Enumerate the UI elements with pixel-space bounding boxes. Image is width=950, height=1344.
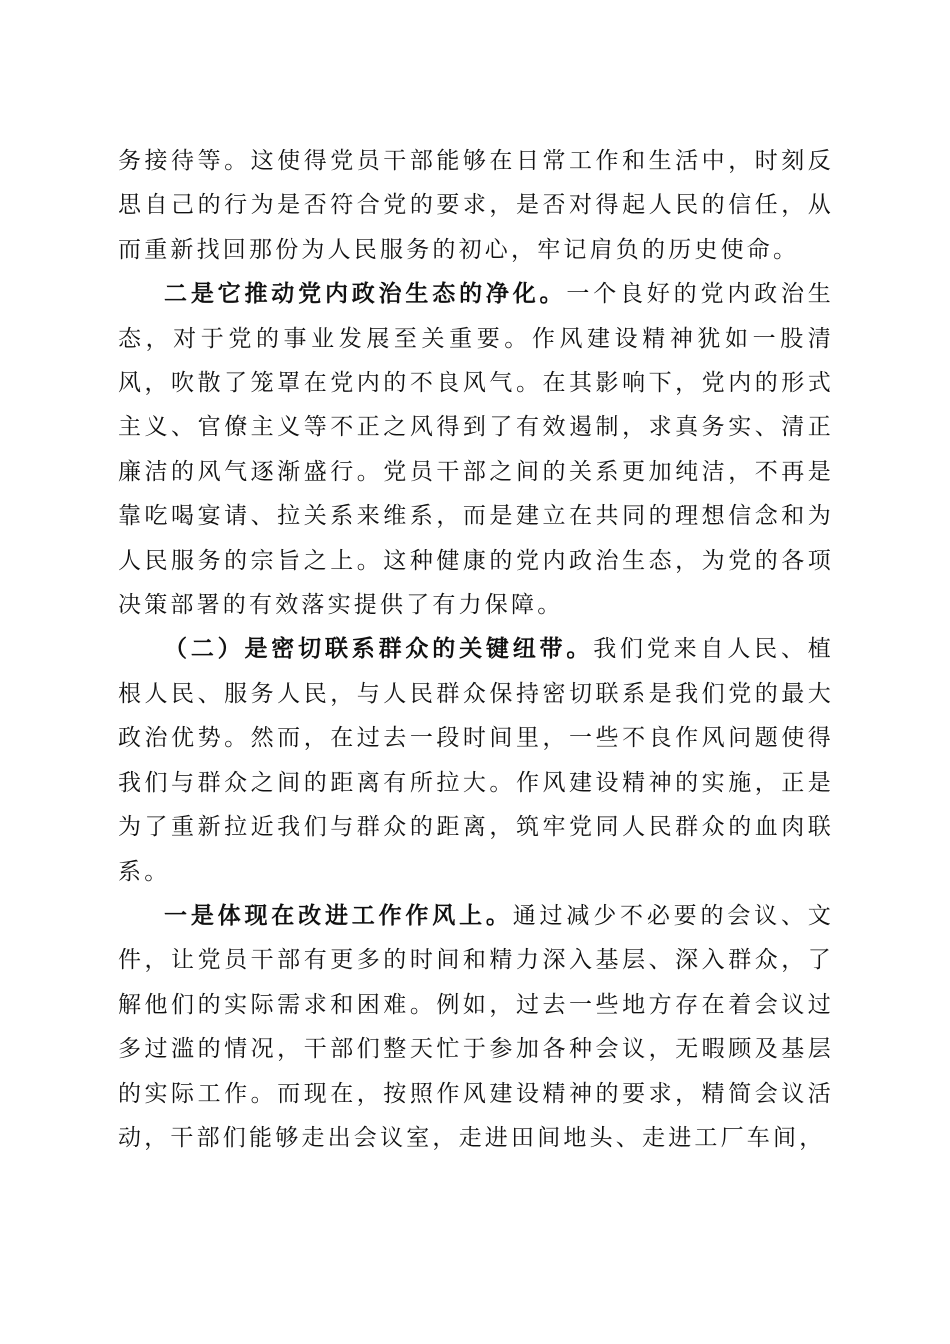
paragraph-lead-heading: 二是它推动党内政治生态的净化。 [164, 281, 567, 308]
paragraph-continuation [118, 139, 834, 272]
paragraph-text: 我们党来自人民、植根人民、服务人民，与人民群众保持密切联系是我们党的最大政治优势。然而，在过去一段时间里，一些不良作风问题使得我们与群众之间的距离有所拉大。作风建设精神的实施，正是为了重新拉近我们与群众的距离，筑牢党同人民群众的血肉联系。 [118, 636, 834, 885]
paragraph-text: 一个良好的党内政治生态，对于党的事业发展至关重要。作风建设精神犹如一股清风，吹散了笼罩在党内的不良风气。在其影响下，党内的形式主义、官僚主义等不正之风得到了有效遏制，求真务实、清正廉洁的风气逐渐盛行。党员干部之间的关系更加纯洁，不再是靠吃喝宴请、拉关系来维系，而是建立在共同的理想信念和为人民服务的宗旨之上。这种健康的党内政治生态，为党的各项决策部署的有效落实提供了有力保障。 [118, 281, 834, 619]
paragraph-lead-heading: 一是体现在改进工作作风上。 [164, 902, 513, 929]
paragraph-text: 通过减少不必要的会议、文件，让党员干部有更多的时间和精力深入基层、深入群众，了解他们的实际需求和困难。例如，过去一些地方存在着会议过多过滥的情况，干部们整天忙于参加各种会议，无暇顾及基层的实际工作。而现在，按照作风建设精神的要求，精简会议活动，干部们能够走出会议室，走进田间地头、走进工厂车间， [118, 902, 834, 1151]
paragraph-lead-heading: （二）是密切联系群众的关键纽带。 [164, 636, 594, 663]
paragraph-text: 务接待等。这使得党员干部能够在日常工作和生活中，时刻反思自己的行为是否符合党的要求，是否对得起人民的信任，从而重新找回那份为人民服务的初心，牢记肩负的历史使命。 [118, 148, 834, 263]
paragraph-work-style [118, 894, 834, 1160]
document-page [118, 139, 834, 1160]
paragraph-political-ecology [118, 272, 834, 627]
paragraph-mass-connection [118, 627, 834, 893]
